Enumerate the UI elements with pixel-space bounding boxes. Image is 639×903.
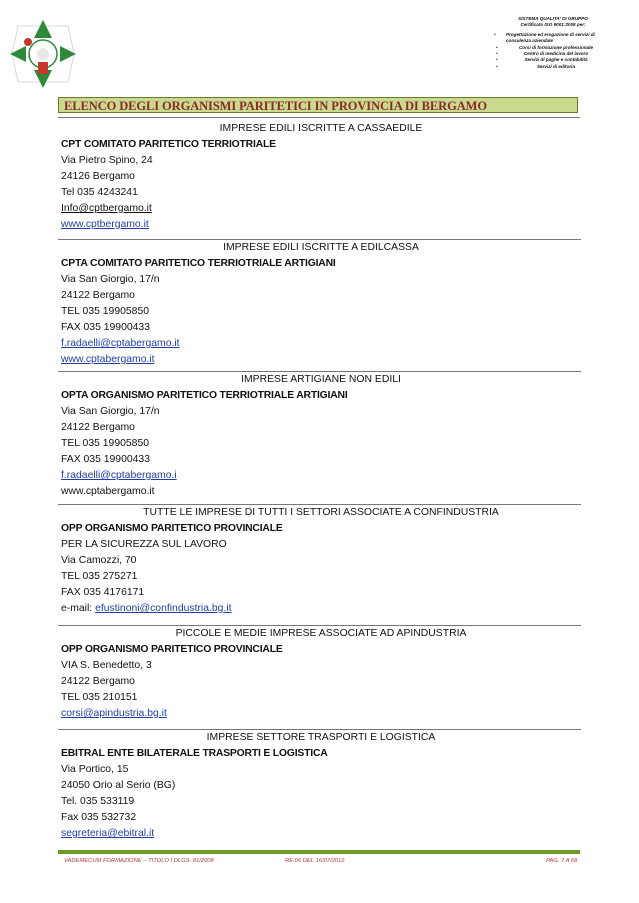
page-title-banner [58,97,578,113]
org-name: CPTA COMITATO PARITETICO TERRIOTRIALE ARTIGIANI [61,258,336,269]
org-name: OPP ORGANISMO PARITETICO PROVINCIALE [61,523,283,534]
quality-subtitle: Certificato ISO 9001:2008 per: [520,22,586,28]
email-label: e-mail: [61,603,96,614]
org-city: 24122 Bergamo [61,422,135,433]
org-tel: TEL 035 275271 [61,571,138,582]
org-name: OPP ORGANISMO PARITETICO PROVINCIALE [61,644,283,655]
org-name-continued: PER LA SICUREZZA SUL LAVORO [61,539,227,550]
section-category: IMPRESE EDILI ISCRITTE A EDILCASSA [223,242,419,253]
page-title: ELENCO DEGLI ORGANISMI PARITETICI IN PROVINCIA DI BERGAMO [64,99,487,113]
bullet-icon: • [494,31,496,37]
org-city: 24050 Orio al Serio (BG) [61,780,176,791]
quality-list [496,32,610,70]
section-divider [58,239,581,240]
org-web-link[interactable]: www.cptbergamo.it [61,219,149,230]
footer-page-number: PAG. 7 A 68 [546,858,578,864]
section-category: TUTTE LE IMPRESE DI TUTTI I SETTORI ASSOCIATE A CONFINDUSTRIA [143,507,499,518]
org-email-link[interactable]: f.radaelli@cptabergamo.i [61,470,177,481]
org-address: Via Portico, 15 [61,764,129,775]
org-tel: TEL 035 19905850 [61,438,150,449]
quality-title: SISTEMA QUALITA' DI GRUPPO [518,16,588,21]
org-web: www.cptabergamo.it [61,486,155,497]
org-email-link[interactable]: efustinoni@confindustria.bg.it [95,603,232,614]
org-name: OPTA ORGANISMO PARITETICO TERRIOTRIALE ARTIGIANI [61,390,348,401]
org-city: 24122 Bergamo [61,290,135,301]
org-section-apindustria [61,626,581,722]
org-section-edilcassa [61,240,581,368]
org-address: Via Camozzi, 70 [61,555,137,566]
bullet-icon: • [496,51,498,57]
org-tel: TEL 035 210151 [61,692,138,703]
org-section-cassaedile [61,121,581,233]
org-name: EBITRAL ENTE BILATERALE TRASPORTI E LOGISTICA [61,748,328,759]
quality-item: • Corsi di formazione professionale [496,44,594,50]
org-address: VIA S. Benedetto, 3 [61,660,152,671]
bullet-icon: • [496,57,498,63]
org-tel: Tel. 035 533119 [61,796,135,807]
org-fax: FAX 035 19900433 [61,454,150,465]
quality-item: • Centro di medicina del lavoro [496,51,589,57]
bullet-icon: • [496,44,498,50]
org-address: Via San Giorgio, 17/n [61,406,160,417]
section-category: IMPRESE ARTIGIANE NON EDILI [241,374,401,385]
org-email-link[interactable]: Info@cptbergamo.it [61,203,152,214]
org-email-link[interactable]: f.radaelli@cptabergamo.it [61,338,180,349]
org-fax: FAX 035 19900433 [61,322,150,333]
org-email-link[interactable]: corsi@apindustria.bg.it [61,708,167,719]
org-address: Via Pietro Spino, 24 [61,155,153,166]
bullet-icon: • [496,63,498,69]
footer-revision: RE.06 DEL 16/07/2012 [285,858,345,864]
section-category: IMPRESE EDILI ISCRITTE A CASSAEDILE [219,123,423,134]
org-city: 24122 Bergamo [61,676,135,687]
footer-document-title: VADEMECUM FORMAZIONE – TITOLO I DLGS. 81/2008 [64,858,214,864]
org-section-artigiane [61,372,581,500]
divider [58,117,580,118]
org-web-link[interactable]: www.cptabergamo.it [61,354,155,365]
footer-divider [58,850,580,854]
org-city: 24126 Bergamo [61,171,135,182]
org-fax: Fax 035 532732 [61,812,137,823]
quality-certification [496,16,610,70]
company-logo [8,12,78,92]
logo-icon [8,12,78,92]
section-divider [58,371,581,372]
quality-item: • Progettazione ed erogazione di servizi di consulenza aziendale [494,31,595,44]
org-tel: Tel 035 4243241 [61,187,138,198]
section-category: PICCOLE E MEDIE IMPRESE ASSOCIATE AD APINDUSTRIA [175,628,467,639]
org-name: CPT COMITATO PARITETICO TERRIOTRIALE [61,139,276,150]
quality-item: • Servizi di editoria [496,63,576,69]
org-tel: TEL 035 19905850 [61,306,150,317]
section-category: IMPRESE SETTORE TRASPORTI E LOGISTICA [206,732,436,743]
section-divider [58,504,581,505]
org-section-confindustria [61,505,581,617]
org-email-link[interactable]: segreteria@ebitral.it [61,828,155,839]
section-divider [58,625,581,626]
org-fax: FAX 035 4176171 [61,587,145,598]
section-divider [58,729,581,730]
org-address: Via San Giorgio, 17/n [61,274,160,285]
quality-item: • Servizi di paghe e contabilità [496,57,588,63]
org-section-trasporti [61,730,581,842]
